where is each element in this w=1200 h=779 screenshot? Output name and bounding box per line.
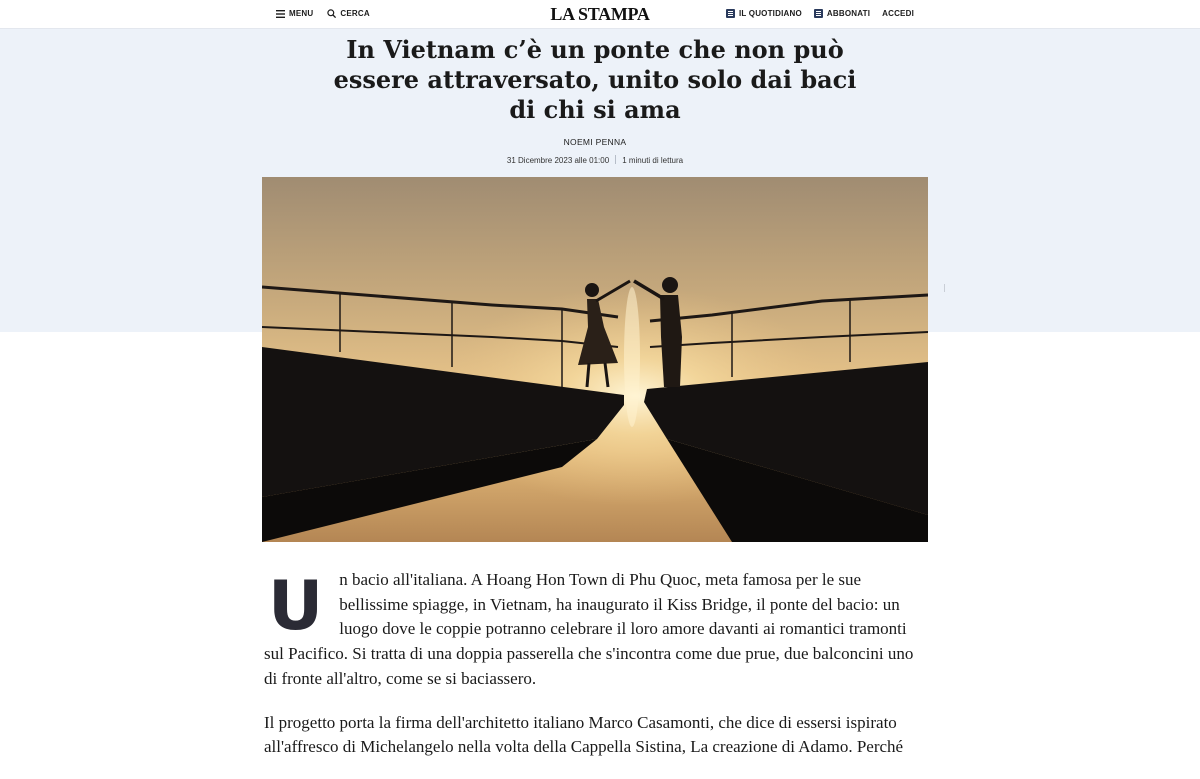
article-body [264,568,924,779]
top-navigation-bar [0,0,1200,29]
article-meta [0,155,1190,165]
abbonati-label: ABBONATI [826,9,871,18]
newspaper-icon [726,9,735,18]
article-date: 31 Dicembre 2023 alle 01:00 [506,156,610,165]
article-title: In Vietnam c’è un ponte che non può essere attraversato, unito solo dai baci di chi si ama [333,35,857,124]
paragraph-1-text: n bacio all'italiana. A Hoang Hon Town di Phu Quoc, meta famosa per le sue bellissime spiagge, in Vietnam, ha inaugurato il Kiss Bridge, il ponte del bacio: un luogo dove le coppie potranno celebrare il loro amore davanti ai romantici tramonti sul Pacifico. Si tratta di una doppia passerella che s'incontra come due prue, due balconcini uno di fronte all'altro, come se si baciassero. [264,570,914,688]
article-author[interactable]: NOEMI PENNA [563,137,627,147]
article-paragraph-1 [264,568,924,692]
scroll-indicator [944,284,945,292]
subscription-icon [814,9,823,18]
nav-right-group [726,9,914,18]
menu-label: MENU [289,9,314,18]
accedi-label: ACCEDI [882,9,914,18]
drop-cap: U [268,567,324,646]
il-quotidiano-link[interactable] [726,9,802,18]
site-logo[interactable]: LA STAMPA [550,4,650,24]
reading-time: 1 minuti di lettura [622,156,684,165]
il-quotidiano-label: IL QUOTIDIANO [738,9,802,18]
kiss-bridge-sunset-image [262,177,928,542]
meta-divider [615,155,616,164]
search-label: CERCA [340,9,370,18]
hero-image [262,177,928,542]
article-paragraph-2: Il progetto porta la firma dell'architetto italiano Marco Casamonti, che dice di essersi ispirato all'affresco di Michelangelo nella volta della Cappella Sistina, La creazione di Adamo. Perché [264,712,904,757]
abbonati-link[interactable] [814,9,870,18]
accedi-link[interactable] [882,9,914,18]
